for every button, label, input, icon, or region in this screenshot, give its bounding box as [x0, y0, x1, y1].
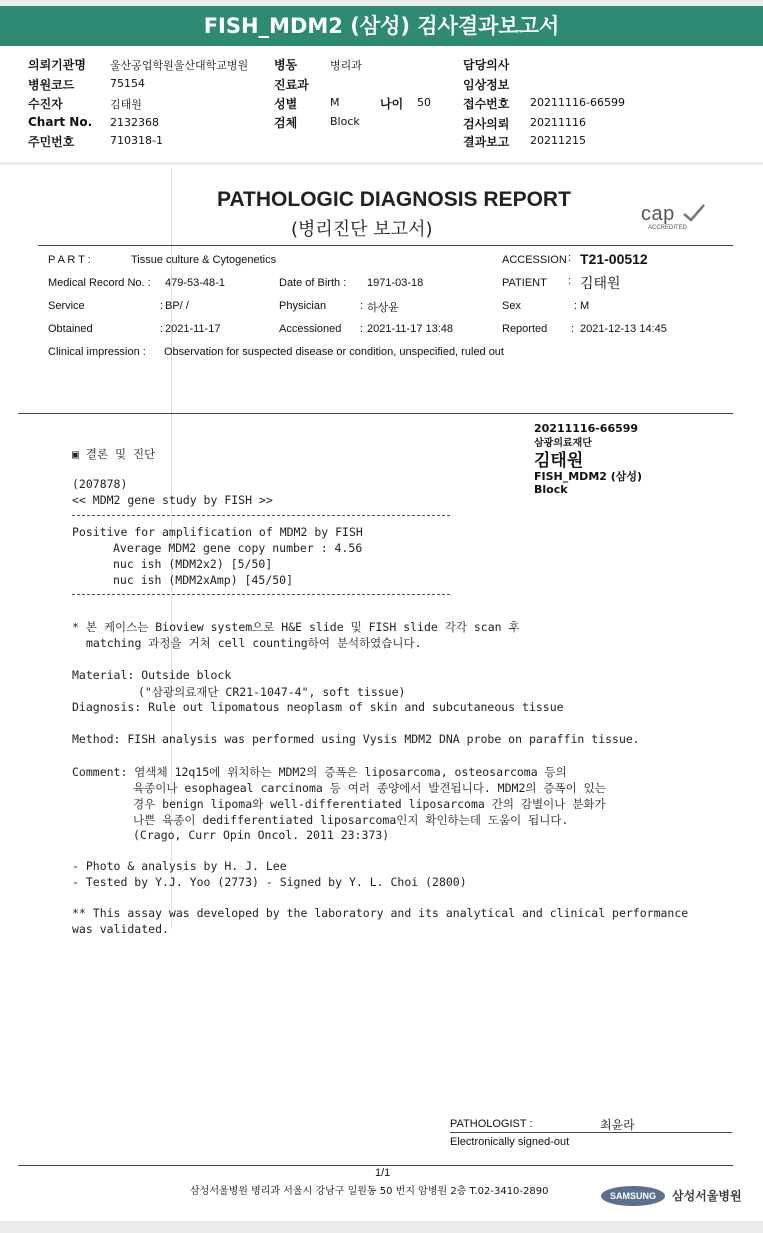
cap-logo: [640, 203, 712, 235]
reported-value: 20211215: [530, 134, 586, 147]
part-label: P A R T :: [48, 254, 91, 266]
reception-no-label: 접수번호: [463, 97, 510, 111]
report-subheading: (병리진단 보고서): [291, 219, 433, 240]
chart-no-label: Chart No.: [28, 115, 93, 129]
sticker-institution: 삼광의료재단: [534, 438, 592, 449]
department-label: 진료과: [274, 78, 309, 92]
header-info: [0, 46, 763, 162]
comment-line-3: 경우 benign lipoma와 well-differentiated liposarcoma 간의 감별이나 분화가: [133, 797, 606, 811]
comment-line-5: (Crago, Curr Opin Oncol. 2011 23:373): [133, 828, 390, 842]
result-line-1: Positive for amplification of MDM2 by FISH: [72, 525, 363, 539]
sticker-number: 20211116-66599: [534, 422, 639, 435]
report-title: FISH_MDM2 (삼성) 검사결과보고서: [0, 6, 763, 46]
requested-label: 검사의뢰: [463, 117, 510, 131]
clinical-value: Observation for suspected disease or condition, unspecified, ruled out: [164, 346, 504, 358]
page-number: 1/1: [375, 1167, 391, 1179]
institution-value: 울산공업학원울산대학교병원: [110, 59, 249, 72]
mrn-value: 479-53-48-1: [165, 277, 225, 289]
age-value: 50: [417, 96, 431, 109]
report-page: PATHOLOGIC DIAGNOSIS REPORT (병리진단 보고서) cap ACCREDITED P A R T : Tissue culture & Cytogenetics ACCESSION : T21-00512 Medical Record No. : 479-53-48-1 Date of Birth : 1971-03-18 PATIENT : 김태원 Service : BP/ / Physician : 하상윤 Sex : M Obtained : 2021-11-17 Accessioned : 2021-11-17 13:48 Reported : 2021-12-13 14:45 Clinical impression : Observation for suspected disease or condition, unspecified, ruled out 20211116-66599 삼광의료재단 김태원 FISH_MDM2 (삼성) Block ▣ 결론 및 진단 (207878) << MDM2 gene study by FISH >> Positive for amplification of MDM2 by FISH Average MDM2 gene copy number : 4.56 nuc ish (MDM2x2) [5/50] nuc ish (MDM2xAmp) [45/50] * 본 케이스는 Bioview system으로 H&E slide 및 FISH slide 각각 scan 후 matching 과정을 거쳐 cell counting하여 분석하였습니다. Material: Outside block ("삼광의료재단 CR21-1047-4", soft tissue) Diagnosis: Rule out lipomatous neoplasm of skin and subcutaneous tissue Method: FISH analysis was performed using Vysis MDM2 DNA probe on paraffin tissue. Comment: 염색체 12q15에 위치하는 MDM2의 증폭은 liposarcoma, osteosarcoma 등의 육종이나 esophageal carcinoma 등 여러 종양에서 발견됩니다. MDM2의 증폭이 있는 경우 benign lipoma와 well-differentiated liposarcoma 간의 감별이나 분화가 나쁜 육종이 dedifferentiated liposarcoma인지 확인하는데 도움이 됩니다. (Crago, Curr Opin Oncol. 2011 23:373) - Photo & analysis by H. J. Lee - Tested by Y.J. Yoo (2773) - Signed by Y. L. Choi (2800) ** This assay was developed by the laboratory and its analytical and clinical performance was validated. PATHOLOGIST : 최윤라 Electronically signed-out 1/1 삼성서울병원 병리과 서울시 강남구 일원동 50 번지 암병원 2층 T.02-3410-2890 SAMSUNG 삼성서울병원: [0, 165, 763, 1221]
dob-label: Date of Birth :: [279, 277, 347, 289]
service-label: Service: [48, 300, 85, 312]
patient-label: PATIENT: [502, 277, 547, 289]
signed-out-text: Electronically signed-out: [450, 1136, 570, 1148]
comment-line-2: 육종이나 esophageal carcinoma 등 여러 종양에서 발견됩니다. MDM2의 증폭이 있는: [133, 781, 606, 795]
service-value: BP/ /: [165, 300, 189, 312]
patient-label: 수진자: [28, 97, 63, 111]
dashed-rule: [72, 594, 450, 595]
patient-value: 김태원: [110, 98, 142, 111]
checkmark-icon: [682, 203, 706, 223]
requested-value: 20211116: [530, 116, 586, 129]
doctor-label: 담당의사: [463, 58, 510, 72]
institution-label: 의뢰기관명: [28, 58, 86, 72]
divider-bottom: [18, 1165, 733, 1166]
chart-no-value: 2132368: [110, 116, 159, 129]
dob-value: 1971-03-18: [367, 277, 424, 289]
address-text: 삼성서울병원 병리과 서울시 강남구 일원동 50 번지 암병원 2층 T.02-3410-2890: [190, 1186, 549, 1197]
reported-label: 결과보고: [463, 135, 510, 149]
result-line-2: Average MDM2 gene copy number : 4.56: [113, 541, 363, 555]
divider-top: [38, 245, 733, 246]
cap-accredited: ACCREDITED: [648, 225, 688, 231]
specimen-label: 검체: [274, 116, 298, 130]
divider-mid: [18, 413, 733, 414]
sticker-specimen: Block: [534, 483, 568, 496]
note-line-2: matching 과정을 거쳐 cell counting하여 분석하였습니다.: [86, 636, 422, 650]
resident-no-value: 710318-1: [110, 134, 163, 147]
lab-code: (207878): [72, 477, 128, 491]
reception-no-value: 20211116-66599: [530, 96, 625, 109]
obtained-value: 2021-11-17: [165, 323, 221, 335]
sex-value: M: [580, 300, 590, 312]
reported-label: Reported: [502, 323, 548, 335]
report-heading: PATHOLOGIC DIAGNOSIS REPORT: [217, 188, 571, 211]
assay-line-1: ** This assay was developed by the laboratory and its analytical and clinical performance: [72, 906, 689, 920]
study-title: << MDM2 gene study by FISH >>: [72, 493, 273, 507]
pathologist-label: PATHOLOGIST :: [450, 1118, 533, 1130]
accession-label: ACCESSION: [502, 254, 567, 266]
comment-line-4: 나쁜 육종이 dedifferentiated liposarcoma인지 확인하는데 도움이 됩니다.: [133, 813, 569, 827]
credit-line-2: - Tested by Y.J. Yoo (2773) - Signed by Y. L. Choi (2800): [72, 875, 467, 889]
dashed-rule: [72, 515, 450, 516]
sticker-name: 김태원: [534, 451, 584, 471]
ward-label: 병동: [274, 58, 298, 72]
age-label: 나이: [380, 97, 404, 111]
hospital-code-label: 병원코드: [28, 78, 75, 92]
reported-value: 2021-12-13 14:45: [580, 323, 667, 335]
ward-value: 병리과: [330, 59, 362, 72]
material-line-2: ("삼광의료재단 CR21-1047-4", soft tissue): [138, 685, 406, 699]
hospital-logo: 삼성서울병원: [672, 1189, 742, 1203]
sticker-test: FISH_MDM2 (삼성): [534, 470, 643, 483]
result-line-3: nuc ish (MDM2x2) [5/50]: [113, 557, 273, 571]
material-line-1: Material: Outside block: [72, 668, 232, 682]
pathologist-name: 최윤라: [600, 1118, 635, 1132]
method-line: Method: FISH analysis was performed using Vysis MDM2 DNA probe on paraffin tissue.: [72, 732, 640, 746]
result-line-4: nuc ish (MDM2xAmp) [45/50]: [113, 573, 294, 587]
accession-value: T21-00512: [580, 251, 648, 267]
hospital-code-value: 75154: [110, 77, 145, 90]
assay-line-2: was validated.: [72, 922, 169, 936]
resident-no-label: 주민번호: [28, 135, 75, 149]
sex-value: M: [330, 96, 340, 109]
clinical-info-label: 임상정보: [463, 78, 510, 92]
physician-value: 하상윤: [367, 301, 399, 314]
clinical-label: Clinical impression :: [48, 346, 146, 358]
physician-label: Physician: [279, 300, 327, 312]
comment-line-1: Comment: 염색체 12q15에 위치하는 MDM2의 증폭은 liposarcoma, osteosarcoma 등의: [72, 765, 567, 779]
sex-label: 성별: [274, 97, 298, 111]
credit-line-1: - Photo & analysis by H. J. Lee: [72, 859, 287, 873]
note-line-1: * 본 케이스는 Bioview system으로 H&E slide 및 FISH slide 각각 scan 후: [72, 620, 520, 634]
section-heading: ▣ 결론 및 진단: [72, 447, 156, 461]
part-value: Tissue culture & Cytogenetics: [131, 254, 277, 266]
signature-line: [450, 1132, 732, 1133]
samsung-logo: SAMSUNG: [601, 1186, 665, 1206]
diagnosis-line: Diagnosis: Rule out lipomatous neoplasm of skin and subcutaneous tissue: [72, 700, 564, 714]
cap-logo-text: cap: [641, 203, 675, 225]
sex-label: Sex: [502, 300, 521, 312]
accessioned-value: 2021-11-17 13:48: [367, 323, 454, 335]
specimen-value: Block: [330, 115, 360, 128]
accessioned-label: Accessioned: [279, 323, 342, 335]
patient-value: 김태원: [580, 276, 621, 292]
obtained-label: Obtained: [48, 323, 93, 335]
mrn-label: Medical Record No. :: [48, 277, 151, 289]
